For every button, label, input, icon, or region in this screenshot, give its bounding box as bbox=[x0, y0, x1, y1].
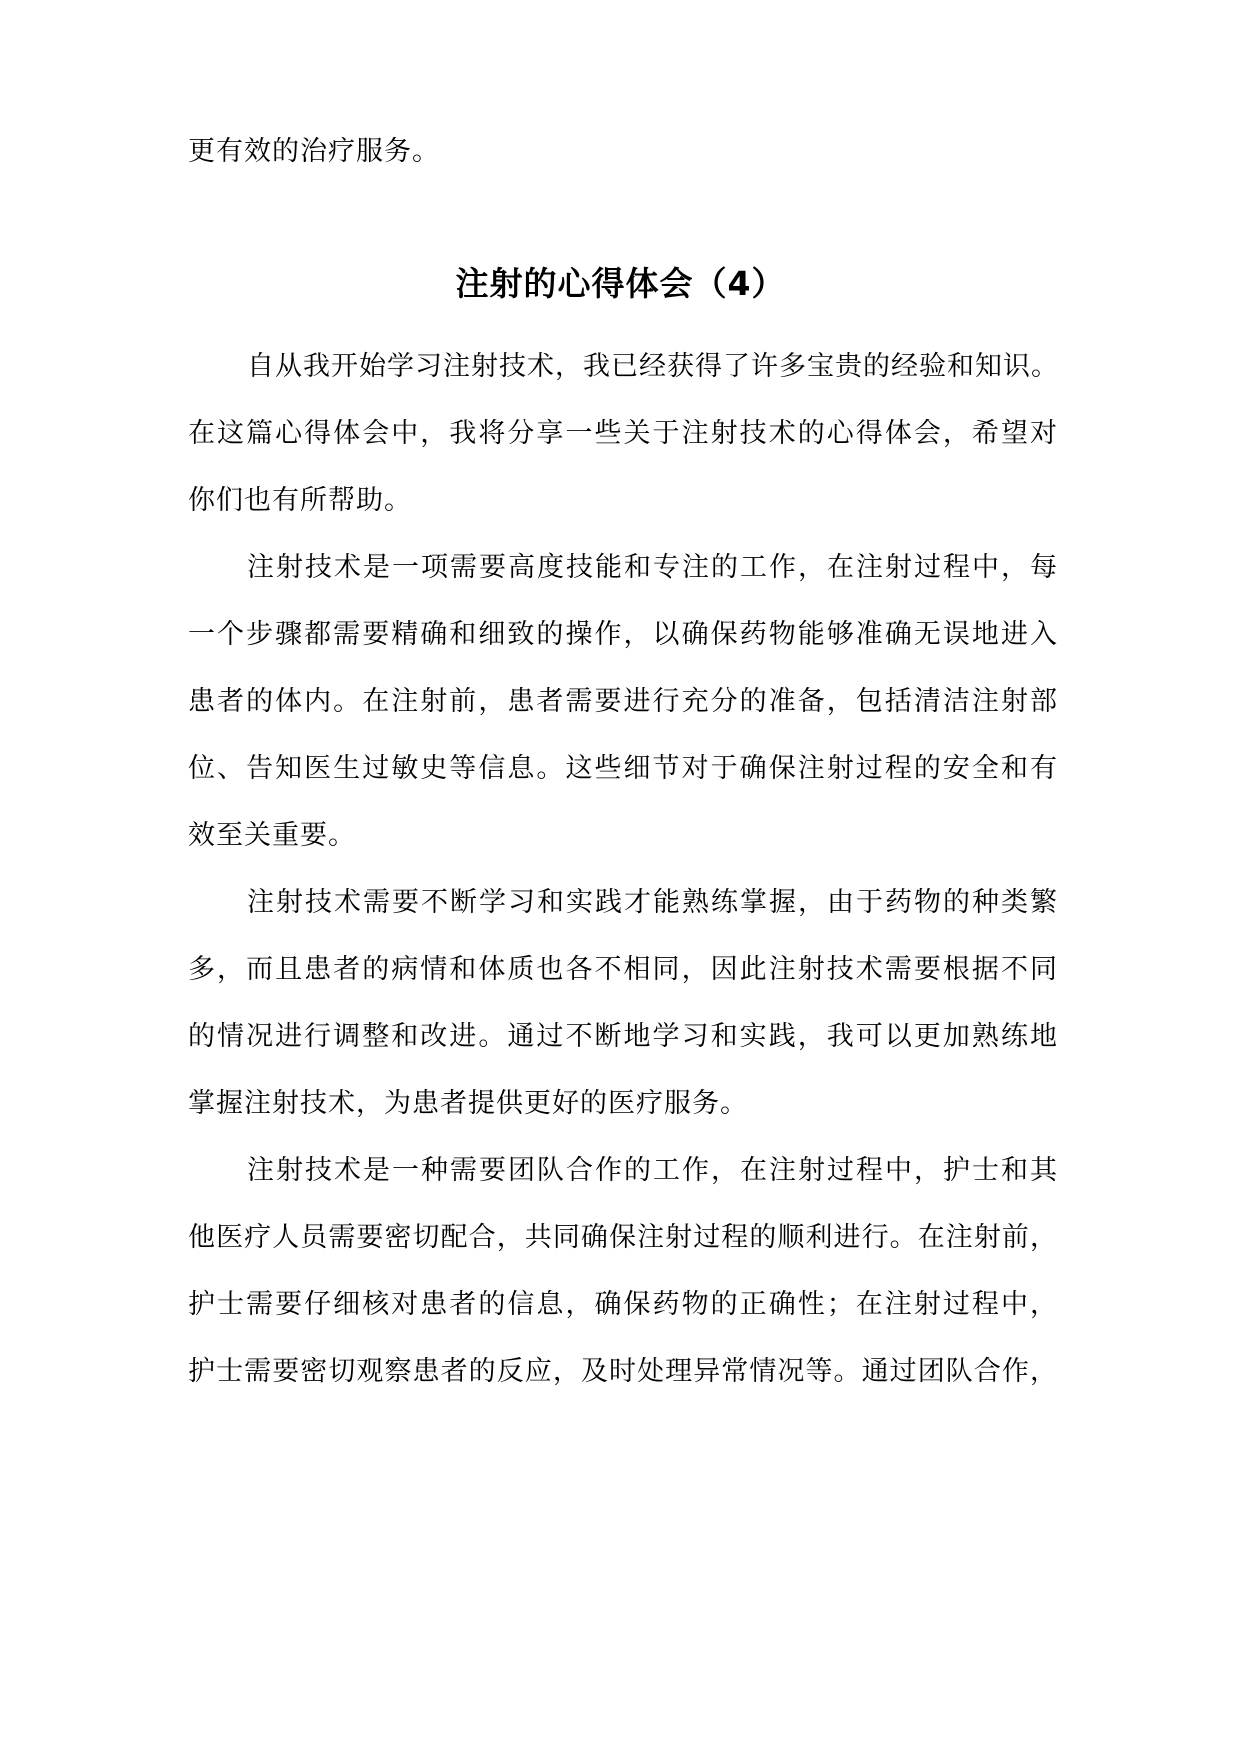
paragraph-1-line-2: 在这篇心得体会中，我将分享一些关于注射技术的心得体会，希望对 bbox=[188, 418, 1058, 449]
paragraph-3-line-4: 掌握注射技术，为患者提供更好的医疗服务。 bbox=[188, 1088, 748, 1119]
paragraph-4-line-4: 护士需要密切观察患者的反应，及时处理异常情况等。通过团队合作， bbox=[188, 1356, 1058, 1387]
continuation-text: 更有效的治疗服务。 bbox=[188, 136, 440, 167]
paragraph-3-line-3: 的情况进行调整和改进。通过不断地学习和实践，我可以更加熟练地 bbox=[188, 1021, 1058, 1052]
section-title: 注射的心得体会（4） bbox=[455, 264, 786, 303]
paragraph-2-line-1: 注射技术是一项需要高度技能和专注的工作，在注射过程中，每 bbox=[247, 552, 1058, 583]
paragraph-4-line-1: 注射技术是一种需要团队合作的工作，在注射过程中，护士和其 bbox=[247, 1155, 1058, 1186]
paragraph-2-line-2: 一个步骤都需要精确和细致的操作，以确保药物能够准确无误地进入 bbox=[188, 619, 1058, 650]
paragraph-2-line-3: 患者的体内。在注射前，患者需要进行充分的准备，包括清洁注射部 bbox=[188, 686, 1058, 717]
paragraph-2-line-4: 位、告知医生过敏史等信息。这些细节对于确保注射过程的安全和有 bbox=[188, 753, 1058, 784]
paragraph-3-line-2: 多，而且患者的病情和体质也各不相同，因此注射技术需要根据不同 bbox=[188, 954, 1058, 985]
paragraph-3-line-1: 注射技术需要不断学习和实践才能熟练掌握，由于药物的种类繁 bbox=[247, 887, 1058, 918]
paragraph-4-line-3: 护士需要仔细核对患者的信息，确保药物的正确性；在注射过程中， bbox=[188, 1289, 1058, 1320]
paragraph-1-line-1: 自从我开始学习注射技术，我已经获得了许多宝贵的经验和知识。 bbox=[247, 351, 1059, 382]
paragraph-4-line-2: 他医疗人员需要密切配合，共同确保注射过程的顺利进行。在注射前， bbox=[188, 1222, 1058, 1253]
paragraph-2-line-5: 效至关重要。 bbox=[188, 820, 356, 851]
paragraph-1-line-3: 你们也有所帮助。 bbox=[188, 485, 412, 516]
